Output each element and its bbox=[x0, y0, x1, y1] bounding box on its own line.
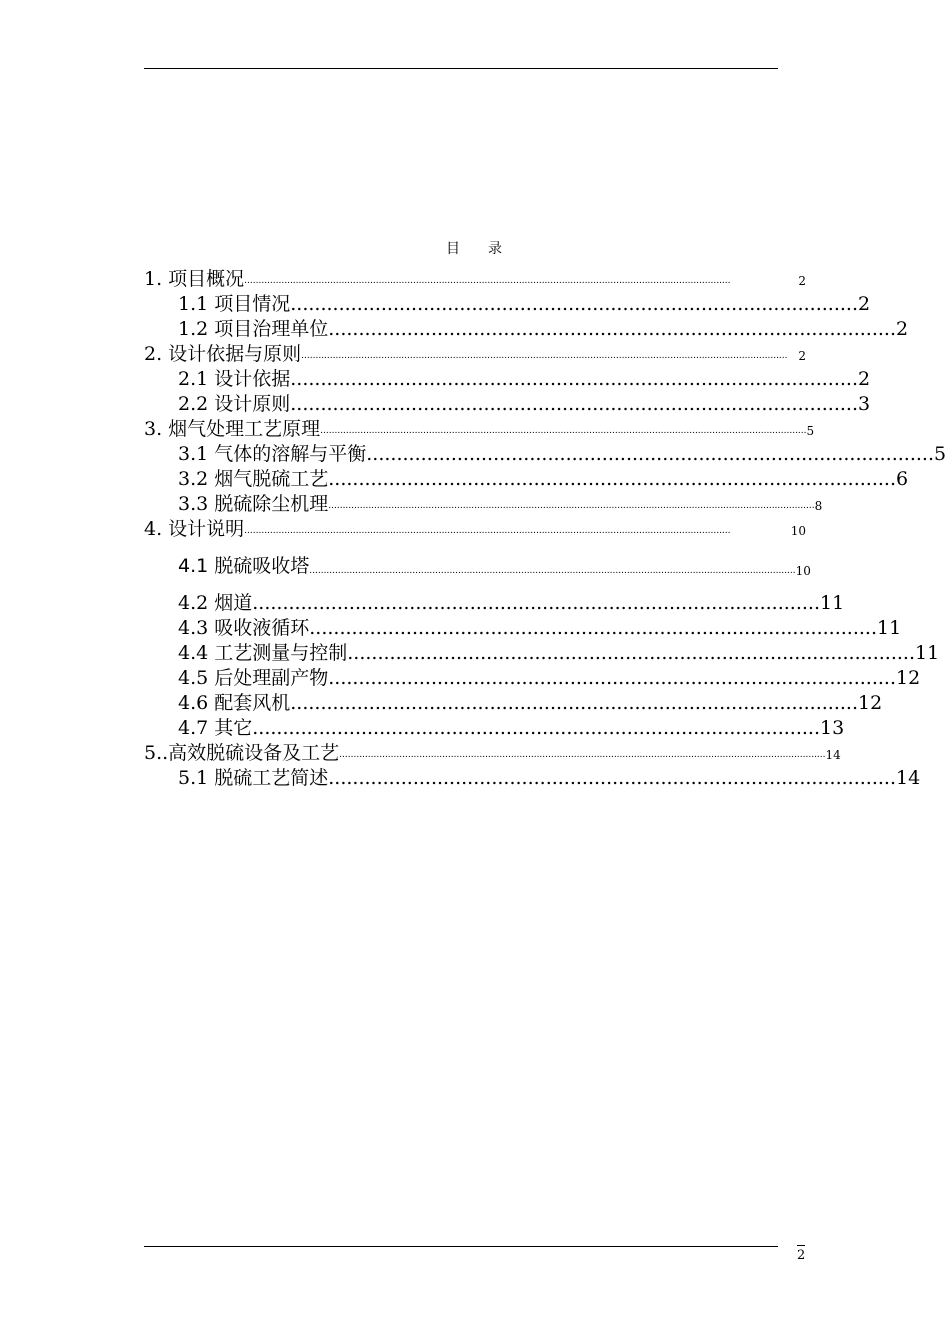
toc-entry-label: 4.3 吸收液循环 bbox=[178, 617, 310, 639]
toc-entry[interactable] bbox=[144, 367, 871, 392]
toc-entry-page: 2 bbox=[798, 349, 806, 363]
toc-entry[interactable] bbox=[144, 591, 845, 616]
toc-entry-page: 6 bbox=[895, 468, 909, 490]
toc-entry-page: 2 bbox=[857, 368, 871, 390]
toc-entry-label: 4.6 配套风机 bbox=[178, 692, 291, 714]
toc-entry-leader: .............................................................................................. bbox=[328, 767, 896, 789]
toc-entry-label: 5..高效脱硫设备及工艺 bbox=[144, 742, 340, 764]
toc-entry-page: 2 bbox=[895, 318, 909, 340]
toc-entry-leader: .......................................................................................................................................................................... bbox=[244, 526, 731, 536]
toc-entry[interactable] bbox=[144, 741, 841, 766]
toc-entry[interactable] bbox=[144, 691, 883, 716]
toc-entry[interactable] bbox=[144, 492, 823, 517]
toc-entry-label: 2.2 设计原则 bbox=[178, 393, 291, 415]
toc-entry-leader: .......................................................................................................................................................................... bbox=[301, 351, 788, 361]
toc-entry[interactable] bbox=[144, 392, 871, 417]
toc-entry[interactable] bbox=[144, 442, 947, 467]
toc-entry[interactable] bbox=[144, 467, 909, 492]
toc-entry-leader: .............................................................................................. bbox=[366, 443, 934, 465]
toc-entry-leader: .......................................................................................................................................................................... bbox=[320, 426, 807, 436]
toc-entry-label: 2.1 设计依据 bbox=[178, 368, 291, 390]
toc-entry[interactable] bbox=[144, 417, 815, 442]
toc-entry[interactable] bbox=[144, 641, 940, 666]
header-rule bbox=[144, 68, 778, 69]
toc-entry-leader: .......................................................................................................................................................................... bbox=[328, 501, 815, 511]
toc-entry-page: 14 bbox=[895, 767, 921, 789]
toc-entry-page: 13 bbox=[819, 717, 845, 739]
toc-entry[interactable] bbox=[144, 317, 909, 342]
toc-entry[interactable] bbox=[144, 716, 845, 741]
toc-entry-page: 14 bbox=[825, 748, 841, 762]
toc-entry-page: 10 bbox=[795, 563, 811, 578]
toc-entry[interactable] bbox=[144, 616, 902, 641]
toc-entry-leader: .............................................................................................. bbox=[252, 592, 820, 614]
toc-entry-leader: .............................................................................................. bbox=[328, 468, 896, 490]
toc-entry-leader: .......................................................................................................................................................................... bbox=[339, 750, 826, 760]
toc-entry-page: 11 bbox=[914, 642, 940, 664]
toc-entry-page: 3 bbox=[857, 393, 871, 415]
toc-entry-label: 3.1 气体的溶解与平衡 bbox=[178, 443, 367, 465]
toc-entry-leader: .............................................................................................. bbox=[328, 667, 896, 689]
toc-entry-label: 4.5 后处理副产物 bbox=[178, 667, 329, 689]
toc-entry-leader: .............................................................................................. bbox=[290, 393, 858, 415]
toc-entry-leader: .............................................................................................. bbox=[290, 368, 858, 390]
toc-entry[interactable] bbox=[144, 267, 806, 292]
toc-entry-page: 12 bbox=[857, 692, 883, 714]
toc-entry[interactable] bbox=[144, 766, 921, 791]
toc-entry-page: 11 bbox=[819, 592, 845, 614]
toc-entry-label: 5.1 脱硫工艺简述 bbox=[178, 767, 329, 789]
toc-entry-label: 1.1 项目情况 bbox=[178, 293, 291, 315]
toc-entry-leader: .............................................................................................. bbox=[290, 293, 858, 315]
toc-entry-page: 10 bbox=[790, 524, 806, 538]
toc-entry-leader: .......................................................................................................................................................................... bbox=[244, 276, 731, 286]
toc-entry-leader: .............................................................................................. bbox=[309, 617, 877, 639]
toc-entry-leader: .............................................................................................. bbox=[252, 717, 820, 739]
toc-entry-leader: .............................................................................................. bbox=[347, 642, 915, 664]
toc-entry-label: 3.2 烟气脱硫工艺 bbox=[178, 468, 329, 490]
page-number: 2 bbox=[797, 1248, 806, 1263]
toc-entry-leader: .............................................................................................. bbox=[328, 318, 896, 340]
toc-entry-page: 2 bbox=[857, 293, 871, 315]
toc-entry-page: 8 bbox=[814, 499, 823, 513]
toc-entry[interactable] bbox=[144, 292, 871, 317]
toc-entry[interactable] bbox=[144, 342, 806, 367]
toc-entry-label: 4.2 烟道 bbox=[178, 592, 253, 614]
toc-entry-label: 1.2 项目治理单位 bbox=[178, 318, 329, 340]
toc-title-char-2: 录 bbox=[488, 241, 504, 257]
toc-entry-label: 4. 设计说明 bbox=[144, 518, 245, 540]
toc-entry-page: 5 bbox=[933, 443, 947, 465]
toc-entry-page: 2 bbox=[798, 274, 806, 288]
toc-entry[interactable] bbox=[144, 542, 811, 591]
table-of-contents bbox=[144, 267, 947, 791]
toc-entry-page: 5 bbox=[806, 424, 815, 438]
toc-title bbox=[0, 238, 950, 258]
page-number-bar bbox=[797, 1245, 805, 1246]
toc-title-char-1: 目 bbox=[446, 241, 462, 257]
toc-entry-label: 2. 设计依据与原则 bbox=[144, 343, 302, 365]
toc-entry-label: 3.3 脱硫除尘机理 bbox=[178, 493, 329, 515]
toc-entry-label: 4.1 脱硫吸收塔 bbox=[178, 555, 310, 577]
toc-entry[interactable] bbox=[144, 666, 921, 691]
toc-entry-leader: .......................................................................................................................................................................... bbox=[309, 565, 796, 576]
toc-entry[interactable] bbox=[144, 517, 806, 542]
toc-entry-label: 1. 项目概况 bbox=[144, 268, 245, 290]
toc-entry-label: 3. 烟气处理工艺原理 bbox=[144, 418, 321, 440]
toc-entry-label: 4.4 工艺测量与控制 bbox=[178, 642, 348, 664]
toc-entry-leader: .............................................................................................. bbox=[290, 692, 858, 714]
footer-rule bbox=[144, 1246, 778, 1247]
toc-entry-label: 4.7 其它 bbox=[178, 717, 253, 739]
toc-entry-page: 12 bbox=[895, 667, 921, 689]
toc-entry-page: 11 bbox=[876, 617, 902, 639]
